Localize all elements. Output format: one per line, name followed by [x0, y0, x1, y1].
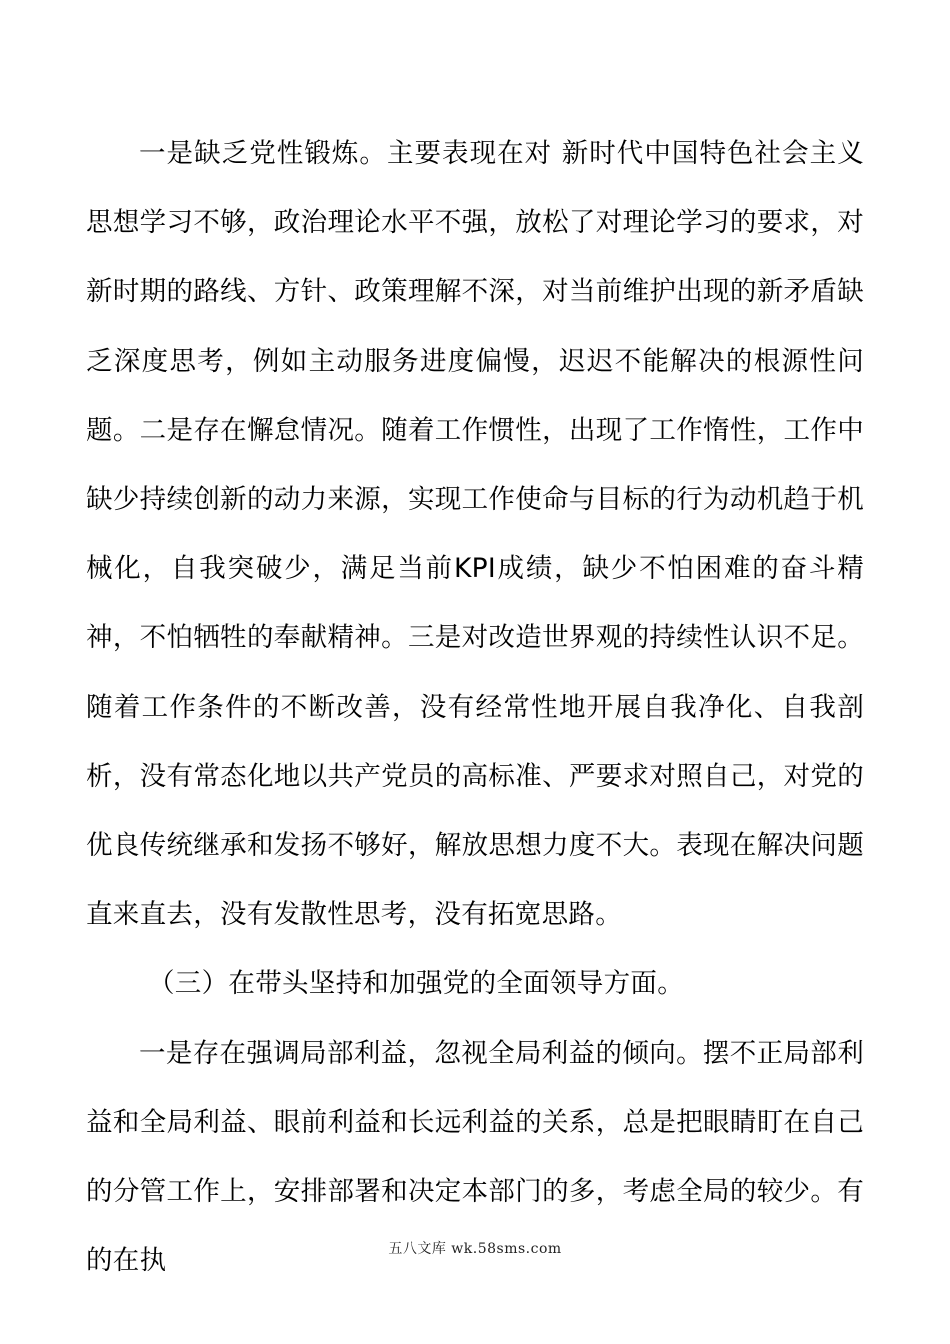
paragraph-party-spirit: 一是缺乏党性锻炼。主要表现在对 新时代中国特色社会主义思想学习不够，政治理论水平不强，放松了对理论学习的要求，对新时期的路线、方针、政策理解不深，对当前维护出现的新矛盾缺乏深度思考，例如主动服务进度偏慢，迟迟不能解决的根源性问题。二是存在懈怠情况。随着工作惯性，出现了工作惰性，工作中缺少持续创新的动力来源，实现工作使命与目标的行为动机趋于机械化，自我突破少，满足当前KPI成绩，缺少不怕困难的奋斗精神，不怕牺牲的奉献精神。三是对改造世界观的持续性认识不足。随着工作条件的不断改善，没有经常性地开展自我净化、自我剖析，没有常态化地以共产党员的高标准、严要求对照自己，对党的优良传统继承和发扬不够好，解放思想力度不大。表现在解决问题直来直去，没有发散性思考，没有拓宽思路。: [86, 138, 864, 931]
footer-watermark: 五八文库 wk.58sms.com: [388, 1241, 562, 1257]
section-heading-leadership: （三）在带头坚持和加强党的全面领导方面。: [148, 968, 684, 1000]
document-body: [86, 119, 864, 1295]
paragraph-local-interest: 一是存在强调局部利益，忽视全局利益的倾向。摆不正局部利益和全局利益、眼前利益和长远利益的关系，总是把眼睛盯在自己的分管工作上，安排部署和决定本部门的多，考虑全局的较少。有的在执: [86, 1037, 864, 1277]
